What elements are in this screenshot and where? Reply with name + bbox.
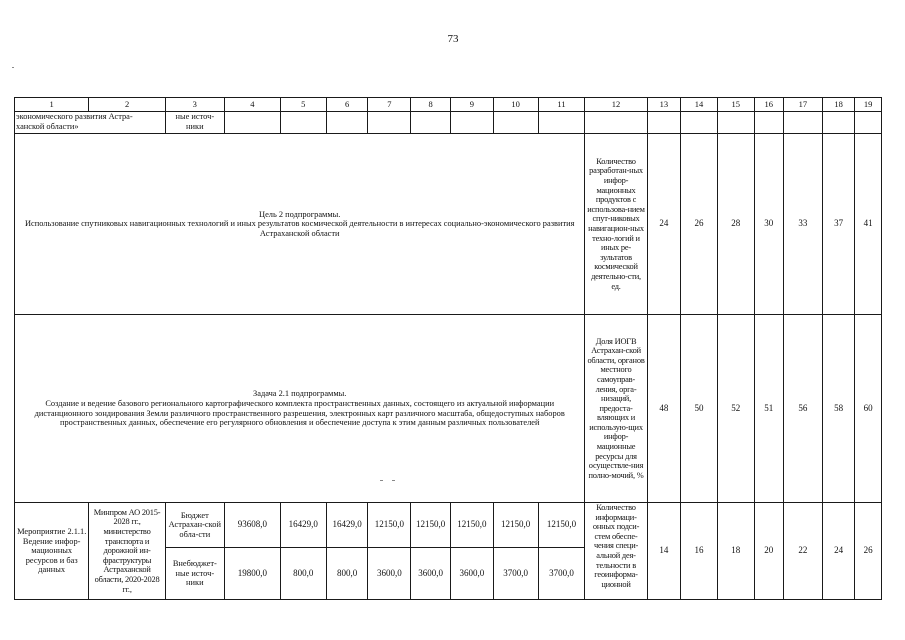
page-number: 73 xyxy=(447,33,459,45)
task-value: 56 xyxy=(784,315,823,503)
header-cell: 8 xyxy=(411,98,451,112)
goal-value: 24 xyxy=(647,134,681,315)
activity-indicator-value: 26 xyxy=(855,503,882,600)
budget-value: 12150,0 xyxy=(368,503,411,548)
header-cell: 3 xyxy=(165,98,224,112)
continuation-row xyxy=(15,112,882,134)
header-cell: 11 xyxy=(538,98,585,112)
activity-indicator-value: 24 xyxy=(822,503,855,600)
task-value: 51 xyxy=(754,315,784,503)
header-cell: 14 xyxy=(681,98,718,112)
scan-speck xyxy=(380,480,383,481)
activity-row-budget xyxy=(15,503,882,548)
budget-value: 16429,0 xyxy=(280,503,326,548)
header-cell: 7 xyxy=(368,98,411,112)
header-cell: 17 xyxy=(784,98,823,112)
budget-value: 12150,0 xyxy=(411,503,451,548)
column-number-row xyxy=(15,98,882,112)
program-table xyxy=(14,97,882,600)
header-cell: 18 xyxy=(822,98,855,112)
extrabudget-value: 19800,0 xyxy=(224,548,280,600)
goal-value: 26 xyxy=(681,134,718,315)
header-cell: 9 xyxy=(450,98,493,112)
task-title: Задача 2.1 подпрограммы. xyxy=(253,389,347,399)
activity-indicator-value: 16 xyxy=(681,503,718,600)
extrabudget-value: 3600,0 xyxy=(368,548,411,600)
header-cell: 13 xyxy=(647,98,681,112)
scan-speck xyxy=(392,480,395,481)
goal-value: 33 xyxy=(784,134,823,315)
header-cell: 1 xyxy=(15,98,89,112)
continued-name-line2: ханской области» xyxy=(16,121,79,131)
goal-indicator-cell: Количество разработан-ных инфор-мационных продуктов с использова-нием спут-никовых навигацион-ных техно-логий и иных ре-зультатов космической деятельно-сти, ед. xyxy=(585,134,647,315)
task-indicator-cell: Доля ИОГВ Астрахан-ской области, органов местного самоуправ-ления, орга-низаций, предоста-вляющих и использую-щих инфор-мационные ресурсы для осуществле-ния полно-мочий, % xyxy=(585,315,647,503)
activity-indicator-value: 22 xyxy=(784,503,823,600)
goal-text: Использование спутниковых навигационных технологий и иных результатов космической деятельности в интересах социально-экономического развития Астраханской области xyxy=(24,219,575,238)
header-cell: 16 xyxy=(754,98,784,112)
header-cell: 15 xyxy=(717,98,754,112)
continued-name-cell xyxy=(15,112,166,134)
header-cell: 6 xyxy=(326,98,368,112)
task-value: 52 xyxy=(717,315,754,503)
task-value: 48 xyxy=(647,315,681,503)
activity-indicator-value: 18 xyxy=(717,503,754,600)
budget-value: 12150,0 xyxy=(493,503,538,548)
extrabudget-value: 3600,0 xyxy=(411,548,451,600)
task-value: 58 xyxy=(822,315,855,503)
extrabudget-value: 3700,0 xyxy=(538,548,585,600)
budget-value: 16429,0 xyxy=(326,503,368,548)
header-cell: 4 xyxy=(224,98,280,112)
goal-value: 41 xyxy=(855,134,882,315)
activity-executor-cell: Минпром АО 2015-2028 гг., министерство транспорта и дорожной ин-фраструктуры Астраханской области, 2020-2028 гг., xyxy=(89,503,165,600)
activity-name-cell: Мероприятие 2.1.1. Ведение инфор-мационных ресурсов и баз данных xyxy=(15,503,89,600)
budget-value: 12150,0 xyxy=(538,503,585,548)
budget-value: 12150,0 xyxy=(450,503,493,548)
activity-indicator-value: 14 xyxy=(647,503,681,600)
extrabudget-value: 3600,0 xyxy=(450,548,493,600)
task-value: 60 xyxy=(855,315,882,503)
task-text: Создание и ведение базового регионального картографического комплекта пространственных данных, состоящего из актуальной информации дистанционного зондирования Земли различного пространственного разрешения, электронных карт различного масштаба, общедоступных наборов пространственных данных, обеспечение его регулярного обновления и обеспечение доступа к этим данным различных пользователей xyxy=(34,398,565,428)
header-cell: 10 xyxy=(493,98,538,112)
header-cell: 12 xyxy=(585,98,647,112)
header-cell: 19 xyxy=(855,98,882,112)
funding-source-extrabudget: Внебюджет-ные источ-ники xyxy=(165,548,224,600)
goal-title: Цель 2 подпрограммы. xyxy=(259,209,341,219)
extrabudget-value: 800,0 xyxy=(326,548,368,600)
budget-value: 93608,0 xyxy=(224,503,280,548)
header-cell: 2 xyxy=(89,98,165,112)
header-cell: 5 xyxy=(280,98,326,112)
extrabudget-value: 800,0 xyxy=(280,548,326,600)
continued-name-line1: экономического развития Астра- xyxy=(16,112,133,121)
continued-source-cell: ные источ- ники xyxy=(165,112,224,134)
goal-row xyxy=(15,134,882,315)
task-row xyxy=(15,315,882,503)
goal-description-cell xyxy=(15,134,585,315)
scan-speck xyxy=(12,67,14,68)
task-value: 50 xyxy=(681,315,718,503)
goal-value: 37 xyxy=(822,134,855,315)
goal-value: 28 xyxy=(717,134,754,315)
goal-value: 30 xyxy=(754,134,784,315)
activity-indicator-value: 20 xyxy=(754,503,784,600)
task-description-cell xyxy=(15,315,585,503)
funding-source-budget: Бюджет Астрахан-ской обла-сти xyxy=(165,503,224,548)
activity-indicator-cell: Количество информаци-онных подси-стем обеспе-чения специ-альной дея-тельности в геоинформа-ционной xyxy=(585,503,647,600)
extrabudget-value: 3700,0 xyxy=(493,548,538,600)
